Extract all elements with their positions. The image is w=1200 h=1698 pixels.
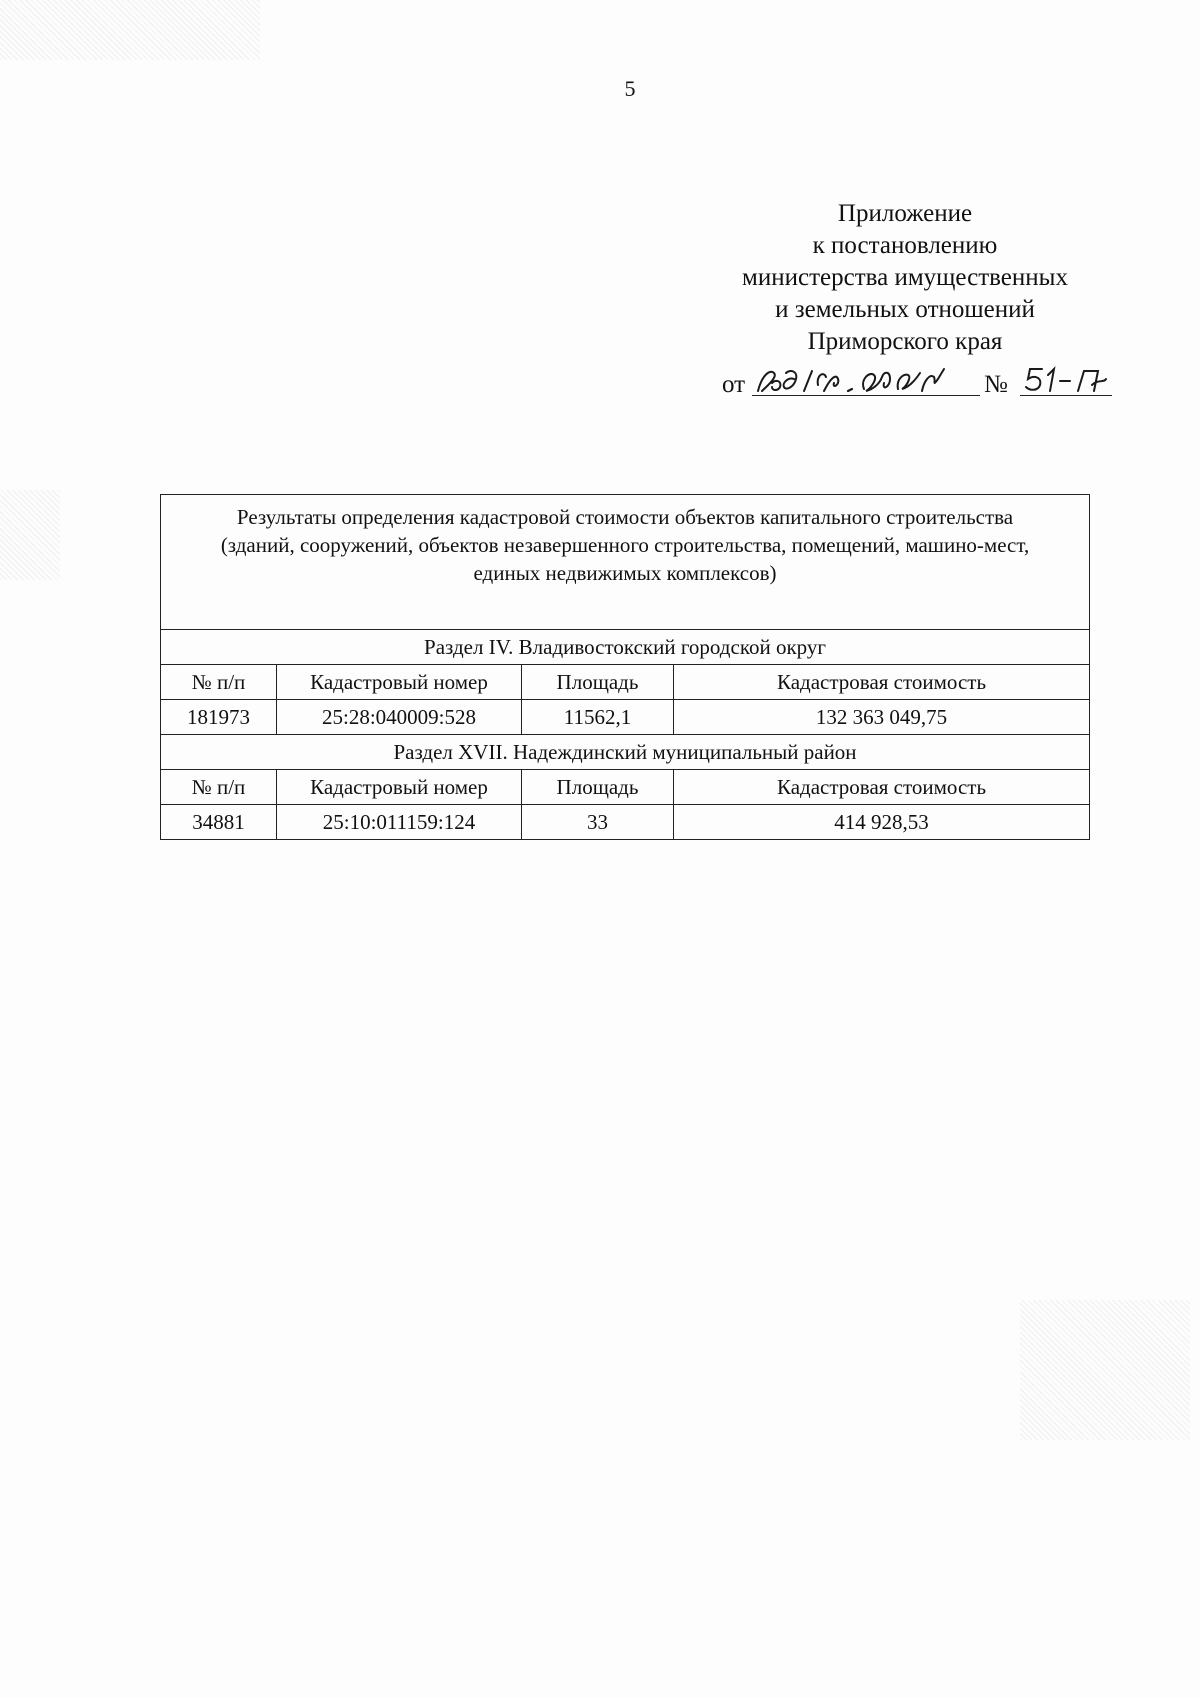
table-header-row <box>161 665 1090 700</box>
handwritten-number <box>1020 365 1112 396</box>
ref-number-label: № <box>984 371 1008 398</box>
handwritten-date-ink <box>752 365 980 395</box>
column-header: Площадь <box>522 770 674 805</box>
table-title-line: единых недвижимых комплексов) <box>473 561 777 585</box>
table-row <box>161 805 1090 840</box>
handwritten-date <box>752 365 980 396</box>
column-header: Кадастровая стоимость <box>674 770 1090 805</box>
decree-reference <box>722 365 1092 399</box>
section-title-row <box>161 630 1090 665</box>
appendix-header <box>720 198 1090 358</box>
area-cell: 11562,1 <box>522 700 674 735</box>
column-header: Кадастровая стоимость <box>674 665 1090 700</box>
appendix-line: Приморского края <box>807 328 1003 355</box>
column-header: Площадь <box>522 665 674 700</box>
appendix-line: к постановлению <box>812 232 998 259</box>
appendix-line: министерства имущественных <box>742 264 1068 291</box>
table-row <box>161 700 1090 735</box>
table-title-line: (зданий, сооружений, объектов незавершенного строительства, помещений, машино-мест, <box>220 533 1030 557</box>
table-header-row <box>161 770 1090 805</box>
scan-noise-bottom-right <box>1020 1300 1190 1440</box>
page-number: 5 <box>624 76 636 101</box>
cadastral-number-cell: 25:28:040009:528 <box>277 700 522 735</box>
section-title-row <box>161 735 1090 770</box>
table-title-line: Результаты определения кадастровой стоимости объектов капитального строительства <box>236 505 1014 529</box>
appendix-line: Приложение <box>837 200 973 227</box>
row-number-cell: 34881 <box>161 805 277 840</box>
area-cell: 33 <box>522 805 674 840</box>
handwritten-number-ink <box>1020 365 1112 395</box>
scan-noise-top <box>0 0 260 60</box>
cadastral-value-cell: 414 928,53 <box>674 805 1090 840</box>
column-header: Кадастровый номер <box>277 770 522 805</box>
scan-noise-left <box>0 490 60 580</box>
table-title-row <box>161 495 1090 630</box>
column-header: № п/п <box>161 665 277 700</box>
cadastral-number-cell: 25:10:011159:124 <box>277 805 522 840</box>
cadastral-results-table <box>160 494 1090 840</box>
column-header: Кадастровый номер <box>277 665 522 700</box>
row-number-cell: 181973 <box>161 700 277 735</box>
table-title <box>161 495 1090 630</box>
section-title: Раздел IV. Владивостокский городской округ <box>161 630 1090 665</box>
section-title: Раздел XVII. Надеждинский муниципальный район <box>161 735 1090 770</box>
cadastral-value-cell: 132 363 049,75 <box>674 700 1090 735</box>
column-header: № п/п <box>161 770 277 805</box>
ref-prefix: от <box>722 371 746 398</box>
appendix-line: и земельных отношений <box>775 296 1035 323</box>
